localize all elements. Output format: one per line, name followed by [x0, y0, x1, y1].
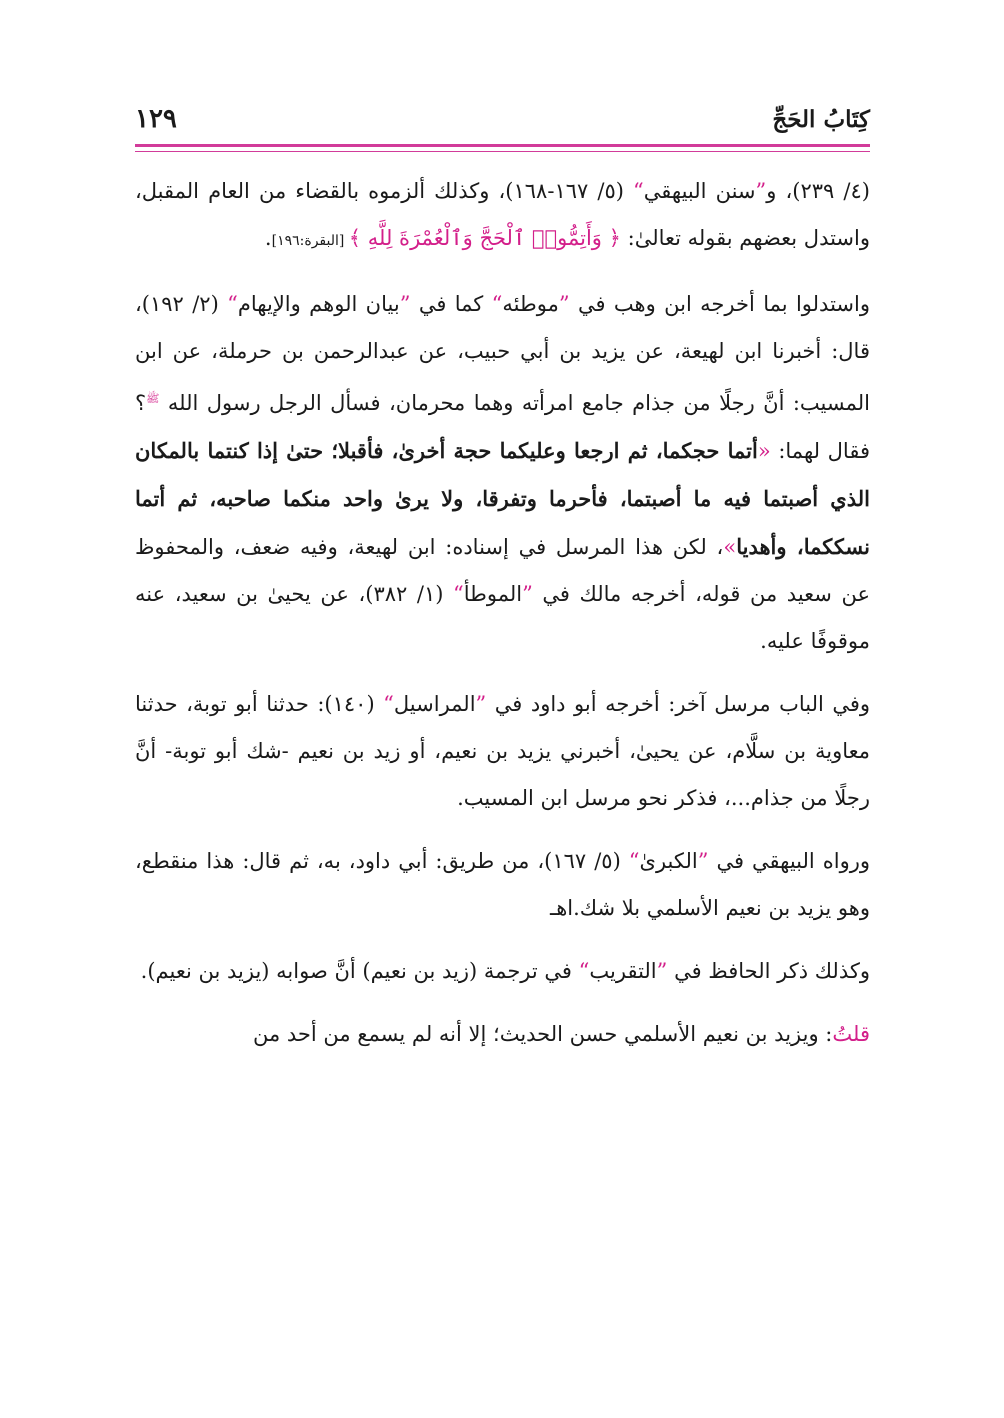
page-header — [135, 104, 870, 140]
paragraph-2: واستدلوا بما أخرجه ابن وهب في ”موطئه“ كما في ”بيان الوهم والإيهام“ (٢/ ١٩٢)، قال: أخبرنا ابن لهيعة، عن يزيد بن أبي حبيب، عن عبدالرحمن بن حرملة، عن ابن المسيب: أنَّ رجلًا من جذام جامع امرأته وهما محرمان، فسأل الرجل رسول الله $^ﷺ$؟ فقال لهما: «أتما حجكما، ثم ارجعا وعليكما حجة أخرىٰ، فأقبلا؛ حتىٰ إذا كنتما بالمكان الذي أصبتما فيه ما أصبتما، فأحرما وتفرقا، ولا يرىٰ واحد منكما صاحبه، ثم أتما نسككما، وأهديا»، لكن هذا المرسل في إسناده: ابن لهيعة، وفيه ضعف، والمحفوظ عن سعيد من قوله، أخرجه مالك في ”الموطأ“ (١/ ٣٨٢)، عن يحيىٰ بن سعيد، عنه موقوفًا عليه. — [135, 292, 871, 653]
book-title: موطئه — [502, 292, 559, 316]
hadith-text: أتما حجكما، ثم ارجعا وعليكما حجة أخرىٰ، فأقبلا؛ حتىٰ إذا كنتما بالمكان الذي أصبتما فيه ما أصبتما، فأحرما وتفرقا، ولا يرىٰ واحد منكما صاحبه، ثم أتما نسككما، وأهديا — [135, 438, 871, 559]
salawat-glyph: ﷺ — [146, 392, 160, 405]
quran-verse: ﴿ وَأَتِمُّوا۟ ٱلْحَجَّ وَٱلْعُمْرَةَ لِلَّهِ ﴾ — [348, 226, 621, 250]
paragraph-1: (٤/ ٢٣٩)، و”سنن البيهقي“ (٥/ ١٦٧-١٦٨)، وكذلك ألزموه بالقضاء من العام المقبل، واستدل بعضهم بقوله تعالىٰ: ﴿ وَأَتِمُّوا۟ ٱلْحَجَّ وَٱلْعُمْرَةَ لِلَّهِ ﴾ [البقرة:١٩٦]. — [135, 179, 870, 250]
paragraph-3: وفي الباب مرسل آخر: أخرجه أبو داود في ”المراسيل“ (١٤٠): حدثنا أبو توبة، حدثنا معاوية بن سلَّام، عن يحيىٰ، أخبرني يزيد بن نعيم، أو زيد بن نعيم -شك أبو توبة- أنَّ رجلًا من جذام...، فذكر نحو مرسل ابن المسيب. — [135, 692, 871, 810]
book-title: التقريب — [589, 959, 657, 983]
book-title: المراسيل — [393, 692, 476, 716]
book-title: بيان الوهم والإيهام — [237, 292, 400, 316]
book-title: الكبرىٰ — [639, 849, 698, 873]
book-title: سنن البيهقي — [643, 179, 756, 203]
verse-reference: [البقرة:١٩٦] — [271, 233, 349, 249]
book-title: الموطأ — [463, 582, 523, 606]
paragraph-5: وكذلك ذكر الحافظ في ”التقريب“ في ترجمة (زيد بن نعيم) أنَّ صوابه (يزيد بن نعيم). — [140, 959, 870, 983]
running-title: كِتَابُ الحَجِّ — [772, 106, 870, 133]
author-note-label: قلتُ — [832, 1022, 870, 1046]
header-rule-thick — [135, 144, 870, 147]
page-number: ١٢٩ — [135, 104, 177, 134]
paragraph-6: قلتُ: ويزيد بن نعيم الأسلمي حسن الحديث؛ إلا أنه لم يسمع من أحد من — [252, 1022, 870, 1046]
body-text — [135, 168, 870, 1058]
paragraph-4: ورواه البيهقي في ”الكبرىٰ“ (٥/ ١٦٧)، من طريق: أبي داود، به، ثم قال: هذا منقطع، وهو يزيد بن نعيم الأسلمي بلا شك.اهـ — [135, 849, 870, 920]
header-rule-thin — [135, 151, 870, 152]
